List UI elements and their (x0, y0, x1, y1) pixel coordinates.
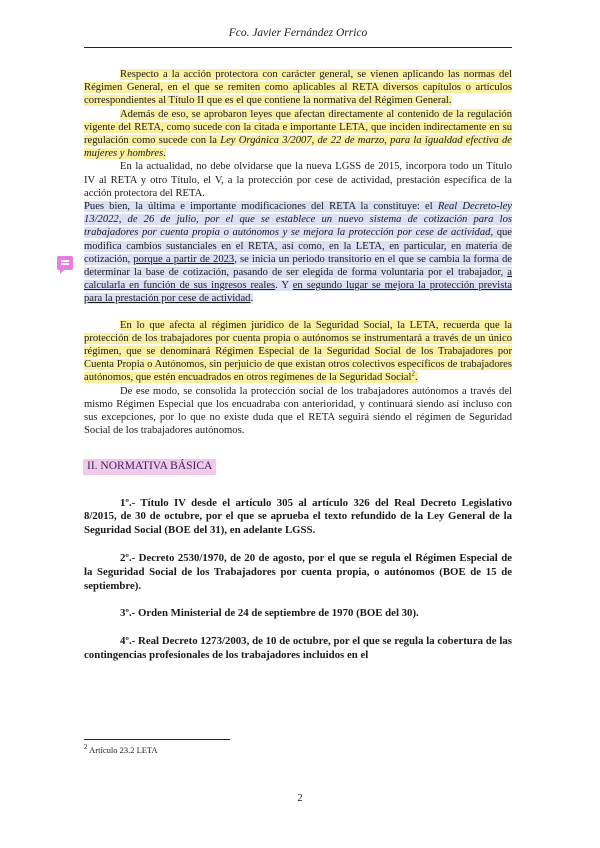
comment-icon[interactable] (57, 256, 73, 270)
law-item: 3º.- Orden Ministerial de 24 de septiembre de 1970 (BOE del 30). (120, 607, 419, 620)
text-run: . Y (275, 280, 293, 292)
spacer (84, 437, 512, 459)
text-run: . (163, 148, 166, 160)
underlined-text: porque a partir de 2023 (133, 253, 235, 265)
footnote (84, 745, 158, 755)
running-header: Fco. Javier Fernández Orrico (228, 27, 368, 39)
underlined-text: en segundo lugar se mejora la protección prevista para la prestación por cese de actividad (84, 280, 512, 305)
paragraph-1 (84, 68, 512, 108)
law-citation: Real Decreto-ley 13/2022, de 26 de julio, por el que se establece un nuevo sistema de cotización para los trabajadores por cuenta propia o autónomos y se mejora la protección por cese de actividad (84, 201, 512, 239)
section-title: II. NORMATIVA BÁSICA (83, 459, 216, 474)
law-item: 4º.- Real Decreto 1273/2003, de 10 de octubre, por el que se regula la cobertura de las contingencias profesionales de los trabajadores incluidos en el (84, 635, 512, 662)
paragraph-6: De ese modo, se consolida la protección social de los trabajadores autónomos a través del mismo Régimen Especial que los encuadraba con anterioridad, y continuará siendo así incluso con sus excepciones, por lo que no existe duda que el RETA seguirá siendo el régimen de Seguridad Social de los trabajadores autónomos. (84, 385, 512, 437)
law-citation: Ley Orgánica 3/2007, de 22 de marzo, para la igualdad efectiva de mujeres y hombres (84, 135, 512, 160)
text-run: , que modifica cambios sustanciales en el RETA, así como, en la LETA, en particular, en materia de cotización, (84, 227, 512, 265)
paragraph-5 (84, 319, 512, 385)
page-body (84, 68, 512, 663)
highlight (84, 109, 512, 160)
text-run: En lo que afecta al régimen jurídico de la Seguridad Social, la LETA, recuerda que la protección de los trabajadores por cuenta propia o autónomos se instrumentará a través de un único régimen, que se denominará Régimen Especial de la Seguridad Social de los Trabajadores por Cuenta Propia o Autónomos, sin perjuicio de que existan otros colectivos específicos de trabajadores autónomos, que estén encuadrados en otros regímenes de la Seguridad Social (84, 319, 512, 384)
spacer (84, 475, 512, 497)
text-run: , se inicia un periodo transitorio en el que se cambia la forma de determinar la base de cotización, pasando de ser elegida de forma voluntaria por el trabajador, (84, 253, 513, 279)
footnote-text: Artículo 23.2 LETA (87, 745, 158, 755)
footnote-rule (84, 739, 230, 740)
spacer (84, 538, 512, 552)
text-run: Además de eso, se aprobaron leyes que afectan directamente al contenido de la regulación vigente del RETA, como sucede con la citada e importante LETA, que inciden indirectamente en su regulación como sucede con la (84, 108, 512, 147)
law-item: 2º.- Decreto 2530/1970, de 20 de agosto, por el que se regula el Régimen Especial de la Seguridad Social de los Trabajadores por cuenta propia, o autónomos (BOE de 15 de septiembre). (84, 552, 512, 592)
paragraph-3: En la actualidad, no debe olvidarse que la nueva LGSS de 2015, incorpora todo un Título IV al RETA y otro Título, el V, a la protección por cese de actividad, prestación específica de la acción protectora del RETA. (84, 161, 512, 199)
text-run: . (414, 372, 418, 384)
highlight: Respecto a la acción protectora con carácter general, se vienen aplicando las normas del Régimen General, en el que se remiten como aplicables al RETA diversos capítulos o artículos correspondientes al Título II que es el que contiene la normativa del Régimen General. (84, 69, 512, 107)
page-number: 2 (297, 793, 303, 804)
law-item: 1º.- Título IV desde el artículo 305 al artículo 326 del Real Decreto Legislativo 8/2015, de 30 de octubre, por el que se aprueba el texto refundido de la Ley General de la Seguridad Social (BOE del 31), en adelante LGSS. (84, 496, 512, 537)
spacer (84, 306, 512, 319)
paragraph-4 (84, 200, 512, 306)
footnote-ref[interactable]: 2 (411, 369, 415, 378)
spacer (84, 593, 512, 607)
underlined-text: a calcularla en función de sus ingresos reales (84, 267, 512, 292)
text-run: Pues bien, la última e importante modificaciones del RETA la constituye: el (84, 201, 438, 213)
header-rule (84, 47, 512, 48)
highlight (84, 320, 512, 384)
paragraph-2 (84, 108, 512, 161)
spacer (84, 621, 512, 635)
highlight (84, 201, 512, 304)
section-heading (84, 459, 512, 474)
footnote-number: 2 (84, 743, 88, 752)
text-run: . (250, 293, 254, 305)
